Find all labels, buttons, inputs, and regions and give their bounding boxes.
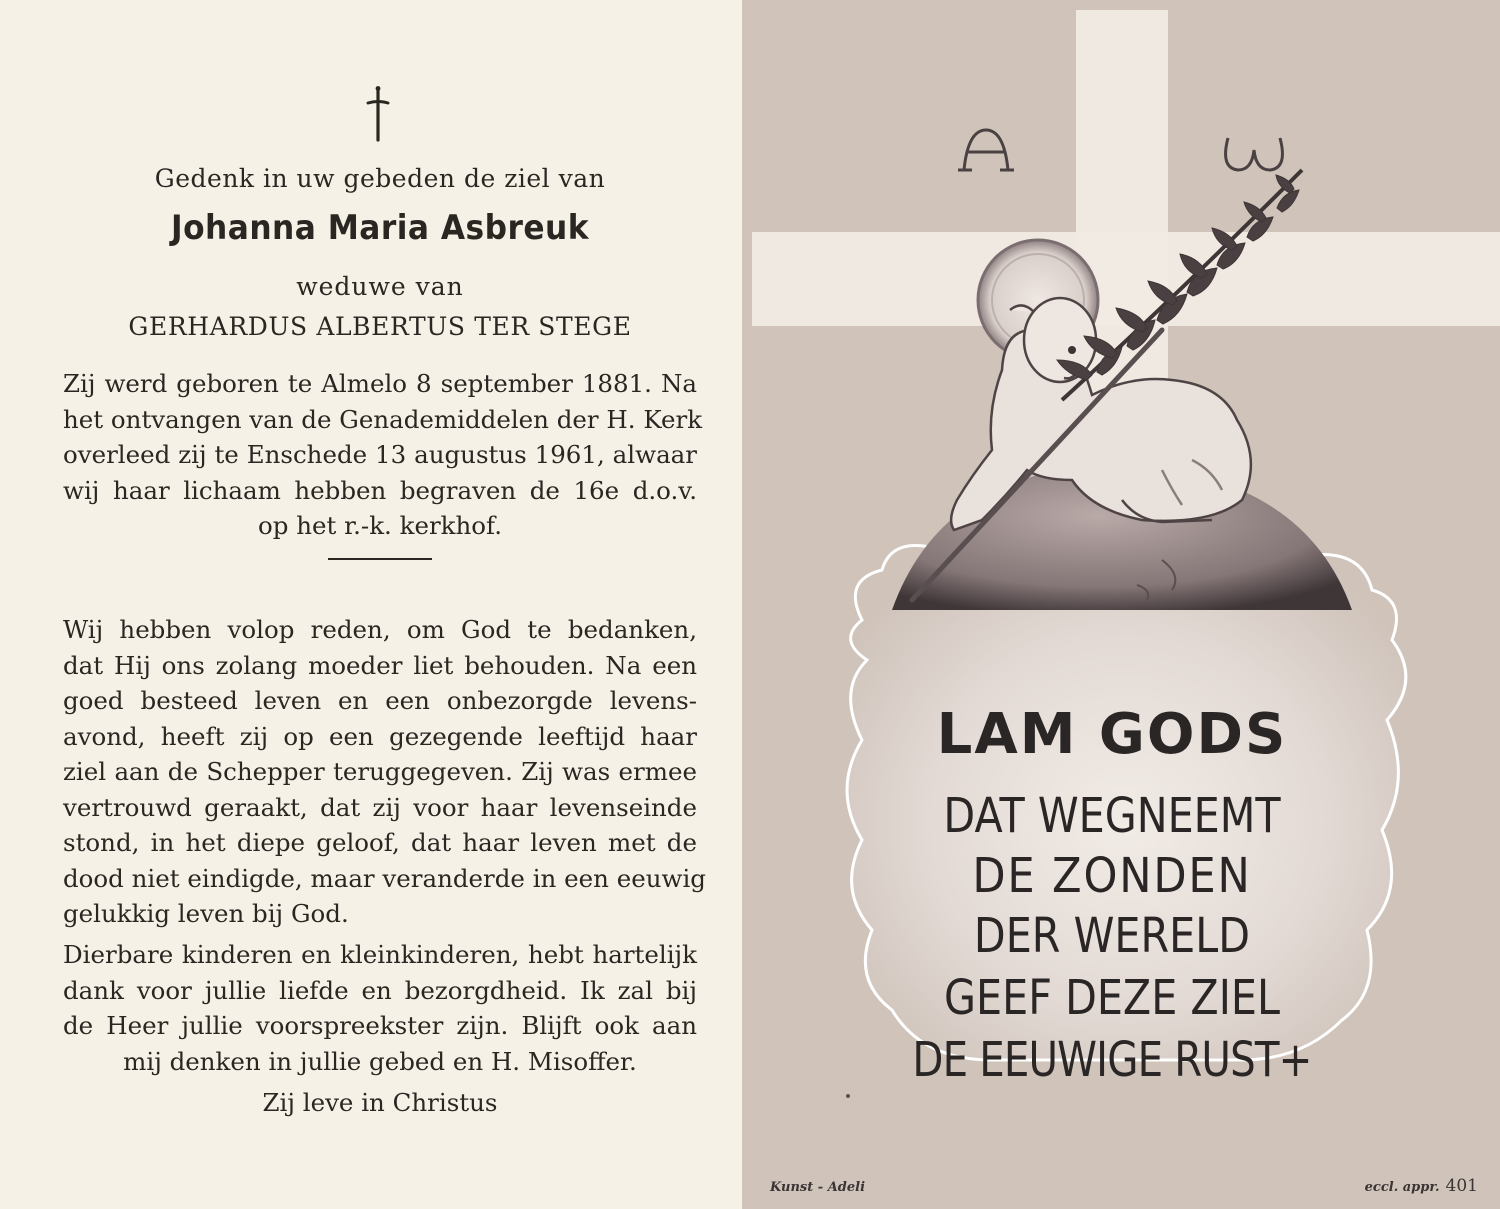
text-line: dat Hij ons zolang moeder liet behouden. Na een	[63, 650, 697, 680]
motto-line-3: DE ZONDEN	[972, 848, 1252, 904]
gratitude-paragraph	[63, 612, 706, 932]
text-line: op het r.-k. kerkhof.	[257, 511, 503, 540]
card-number: 401	[1445, 1176, 1478, 1196]
intro-line: Gedenk in uw gebeden de ziel van	[154, 164, 606, 193]
devotional-image-card	[742, 0, 1500, 1209]
text-line: stond, in het diepe geloof, dat haar leven met de	[63, 828, 697, 857]
text-line: mij denken in jullie gebed en H. Misoffer.	[123, 1046, 637, 1076]
motto-line-4: DER WERELD	[973, 908, 1251, 964]
text-line: vertrouwd geraakt, dat zij voor haar levenseinde	[63, 792, 697, 822]
text-line: Wij hebben volop reden, om God te bedanken,	[63, 615, 697, 644]
omega-icon	[1226, 138, 1283, 170]
text-line: wij haar lichaam hebben begraven de 16e d.o.v.	[63, 475, 697, 505]
text-line: dank voor jullie liefde en bezorgdheid. Ik zal bij	[63, 975, 697, 1005]
text-line: het ontvangen van de Genademiddelen der H. Kerk	[63, 404, 703, 434]
text-line: goed besteed leven en een onbezorgde levens-	[63, 686, 697, 715]
approval-text: eccl. appr.	[1364, 1180, 1440, 1195]
text-line: avond, heeft zij op een gezegende leeftijd haar	[63, 721, 697, 751]
text-line: overleed zij te Enschede 13 augustus 1961, alwaar	[63, 440, 697, 469]
publisher-credit: Kunst - Adeli	[770, 1180, 866, 1195]
motto-line-1: LAM GODS	[936, 702, 1288, 767]
husband-name: GERHARDUS ALBERTUS TER STEGE	[128, 312, 632, 341]
text-line: Zij werd geboren te Almelo 8 september 1881. Na	[63, 369, 697, 398]
lamb-of-god-illustration	[742, 0, 1500, 1209]
biography-paragraph	[63, 366, 703, 544]
motto-line-6: DE EEUWIGE RUST+	[912, 1032, 1312, 1088]
text-line: dood niet eindigde, maar veranderde in een eeuwig	[63, 863, 706, 893]
deceased-name: Johanna Maria Asbreuk	[170, 208, 589, 248]
cross-icon	[363, 86, 393, 142]
divider	[328, 558, 432, 560]
widow-of-line: weduwe van	[296, 272, 464, 301]
motto-line-5: GEEF DEZE ZIEL	[944, 970, 1280, 1026]
text-line: ziel aan de Schepper teruggegeven. Zij was ermee	[63, 757, 697, 786]
motto-line-2: DAT WEGNEEMT	[943, 788, 1281, 844]
text-line: Dierbare kinderen en kleinkinderen, hebt hartelijk	[63, 940, 697, 969]
closing-line: Zij leve in Christus	[262, 1088, 498, 1117]
text-line: gelukkig leven bij God.	[63, 899, 349, 928]
approval-note	[1365, 1176, 1478, 1196]
farewell-paragraph	[63, 937, 697, 1079]
alpha-icon	[958, 130, 1014, 170]
memorial-text-card	[0, 0, 742, 1209]
text-line: de Heer jullie voorspreekster zijn. Blijft ook aan	[63, 1011, 697, 1040]
